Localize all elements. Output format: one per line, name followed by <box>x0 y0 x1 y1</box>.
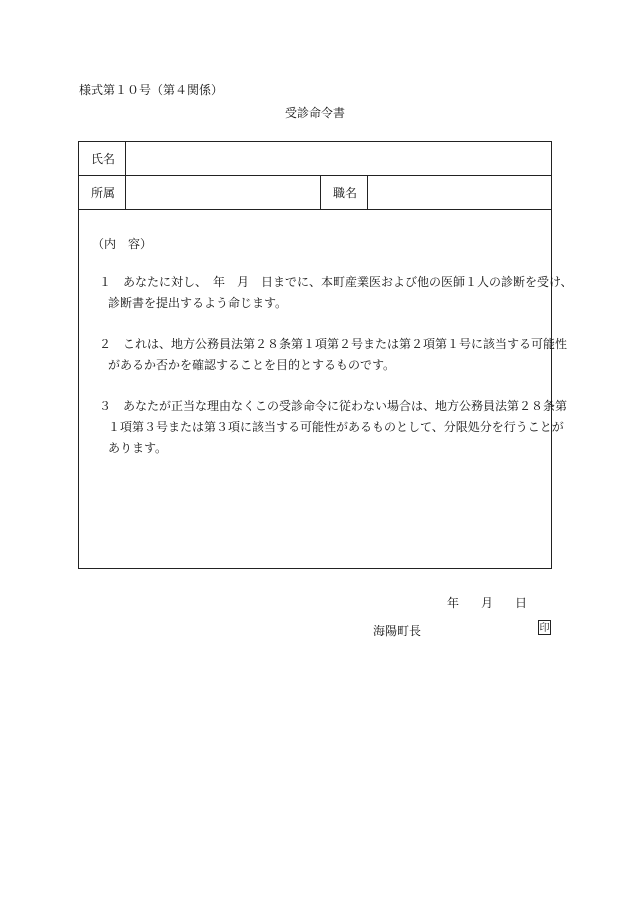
seal-mark: 印 <box>538 620 551 635</box>
content-item-1 <box>99 272 573 314</box>
item-2-line-2: があるか否かを確認することを目的とするものです。 <box>108 358 396 372</box>
form-number: 様式第１０号（第４関係） <box>79 83 224 97</box>
name-label: 氏名 <box>79 142 126 175</box>
content-heading: （内 容） <box>92 237 153 251</box>
item-1-line-2: 診断書を提出するよう命じます。 <box>108 296 288 310</box>
name-row <box>79 142 551 176</box>
issue-date <box>447 594 527 611</box>
affiliation-row <box>79 176 551 210</box>
content-item-2 <box>99 334 568 376</box>
item-3-line-1: ３ あなたが正当な理由なくこの受診命令に従わない場合は、地方公務員法第２８条第 <box>99 399 568 413</box>
document-title: 受診命令書 <box>284 106 345 120</box>
affiliation-field[interactable] <box>126 176 321 209</box>
name-field[interactable] <box>126 142 551 175</box>
affiliation-label: 所属 <box>79 176 126 209</box>
item-2-line-1: ２ これは、地方公務員法第２８条第１項第２号または第２項第１号に該当する可能性 <box>99 337 568 351</box>
date-day: 日 <box>514 596 527 610</box>
job-title-field[interactable] <box>368 176 551 209</box>
item-3-line-3: あります。 <box>108 441 168 455</box>
item-3-line-2: １項第３号または第３項に該当する可能性があるものとして、分限処分を行うことが <box>108 420 564 434</box>
date-month: 月 <box>480 596 493 610</box>
item-1-line-1: １ あなたに対し、 年 月 日までに、本町産業医および他の医師１人の診断を受け、 <box>99 275 573 289</box>
form-table <box>78 141 573 569</box>
content-item-3 <box>99 396 568 459</box>
job-title-label: 職名 <box>321 176 368 209</box>
date-year: 年 <box>447 596 460 610</box>
content-area <box>79 210 573 568</box>
issuer-name: 海陽町長 <box>373 624 422 638</box>
